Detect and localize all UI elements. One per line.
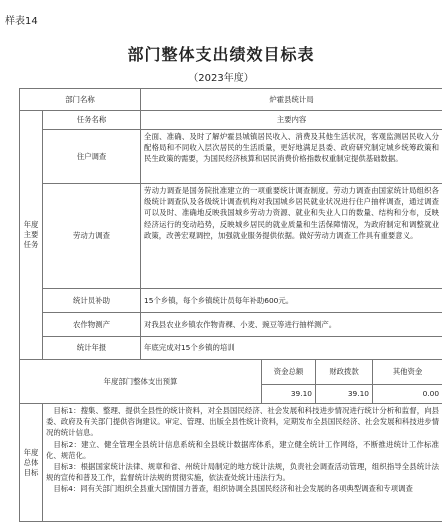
annual-goals-content — [43, 404, 442, 522]
budget-fiscal-header: 财政拨款 — [316, 360, 373, 385]
task-header-row — [20, 111, 442, 130]
task-row — [20, 289, 442, 313]
task-name: 住户调查 — [43, 130, 141, 184]
task-name: 统计年报 — [43, 337, 141, 360]
budget-total-value: 39.10 — [262, 385, 316, 404]
fiscal-year: （2023年度） — [0, 69, 442, 84]
budget-other-header: 其他资金 — [373, 360, 442, 385]
goal-item: 目标2：建立、健全管理全县统计信息系统和全县统计数据库体系，建立健全统计工作网络，不断推进统计工作标准化、规范化。 — [46, 439, 439, 461]
task-row — [20, 313, 442, 337]
budget-total-header: 资金总额 — [262, 360, 316, 385]
task-name: 统计员补助 — [43, 289, 141, 313]
dept-name-value: 炉霍县统计局 — [141, 89, 442, 111]
task-content: 15个乡镇，每个乡镇统计员每年补助600元。 — [141, 289, 442, 313]
task-name-header: 任务名称 — [43, 111, 141, 130]
task-row — [20, 130, 442, 184]
task-content: 全面、准确、及时了解炉霍县城镇居民收入、消费及其他生活状况，客观监测居民收入分配格局和不同收入层次居民的生活质量，更好地满足县委、政府研究制定城乡统筹政策和民生政策的需要，为国民经济核算和居民消费价格指数权重制定提供基础数据。 — [141, 130, 442, 184]
budget-fiscal-value: 39.10 — [316, 385, 373, 404]
budget-other-value: 0.00 — [373, 385, 442, 404]
goal-item: 目标4：同有关部门组织全县重大国情国力普查，组织协调全县国民经济和社会发展的各项典型调查和专项调查 — [46, 483, 439, 494]
task-content-header: 主要内容 — [141, 111, 442, 130]
goals-row — [20, 404, 442, 522]
annual-goals-label: 年度总体目标 — [20, 404, 43, 522]
task-row — [20, 337, 442, 360]
dept-name-label: 部门名称 — [20, 89, 141, 111]
task-content: 对我县农业乡镇农作物青稞、小麦、豌豆等进行抽样测产。 — [141, 313, 442, 337]
task-row — [20, 184, 442, 289]
budget-header-row — [20, 360, 442, 385]
dept-row — [20, 89, 442, 111]
task-name: 农作物测产 — [43, 313, 141, 337]
budget-label: 年度部门整体支出预算 — [20, 360, 262, 404]
task-content: 劳动力调查是国务院批准建立的一项重要统计调查制度。劳动力调查由国家统计局组织各级统计调查队及各级统计调查机构对我国城乡居民就业状况进行住户抽样调查，通过调查可以及时、准确地反映我国城乡劳动力资源、就业和失业人口的数量、结构和分布，反映经济运行的变动趋势，反映城乡居民的就业质量和生活保障情况，为政府制定和调整就业政策，改善宏观调控，加强就业服务提供依据。做好劳动力调查工作具有重要意义。 — [141, 184, 442, 289]
goal-item: 目标3：根据国家统计法律、规章和省、州统计局制定的地方统计法规，负责社会调查活动管理，组织指导全县统计法规的宣传和普及工作，监督统计法规的贯彻实施，依法查处统计违法行为。 — [46, 461, 439, 483]
task-name: 劳动力调查 — [43, 184, 141, 289]
goal-item: 目标1：搜集、整理、提供全县性的统计资料，对全县国民经济、社会发展和科技进步情况进行统计分析和监督，向县委、政府及有关部门提供咨询建议。审定、管理、出版全县性统计资料，定期发布全县国民经济、社会发展和科技进步情况的统计信息。 — [46, 405, 439, 439]
form-number: 样表14 — [5, 12, 38, 27]
annual-tasks-label: 年度主要任务 — [20, 111, 43, 360]
performance-target-table — [19, 88, 442, 522]
task-content: 年底完成对15个乡镇的培训 — [141, 337, 442, 360]
page-title: 部门整体支出绩效目标表 — [0, 42, 442, 65]
